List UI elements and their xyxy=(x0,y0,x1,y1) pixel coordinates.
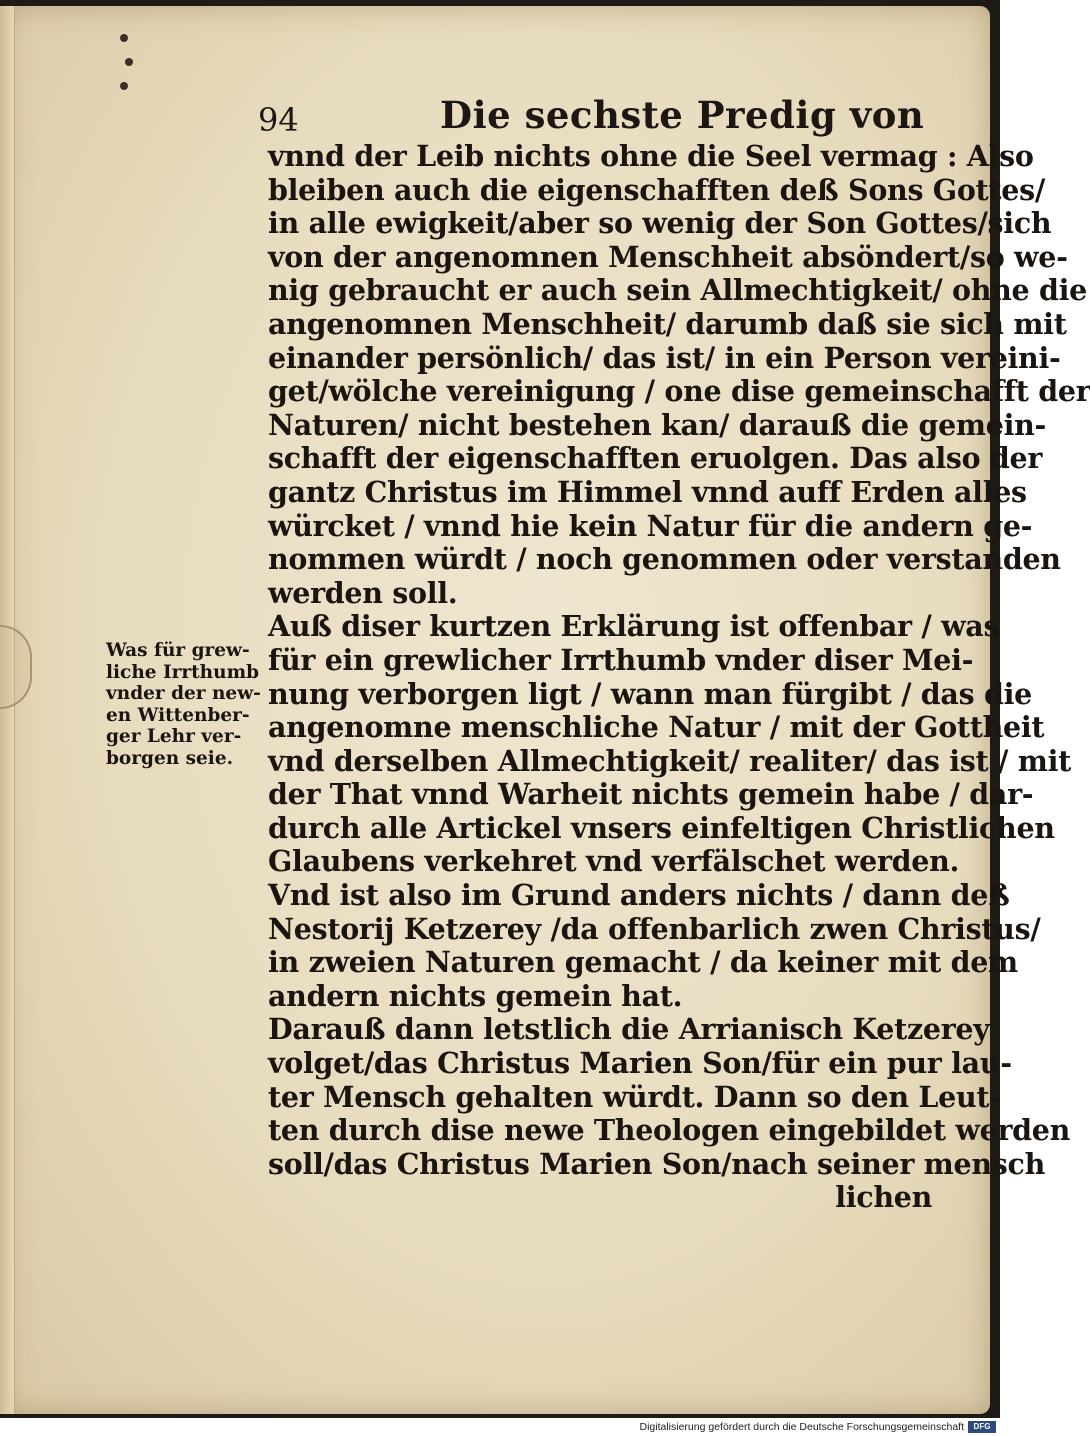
body-line: andern nichts gemein hat. xyxy=(268,978,683,1013)
body-line: angenomne menschliche Natur / mit der Gottheit xyxy=(268,710,1045,745)
body-line: Nestorij Ketzerey /da offenbarlich zwen Christus/ xyxy=(268,911,1041,946)
ink-dot xyxy=(120,82,128,90)
body-line: Naturen/ nicht bestehen kan/ darauß die gemein- xyxy=(268,407,1047,442)
body-line: nung verborgen ligt / wann man fürgibt / das die xyxy=(268,676,1032,711)
ink-dot xyxy=(125,58,133,66)
body-line: durch alle Artickel vnsers einfeltigen Christlichen xyxy=(268,810,1055,845)
body-line: würcket / vnnd hie kein Natur für die andern ge- xyxy=(268,508,1033,543)
body-line: für ein grewlicher Irrthumb vnder diser Mei- xyxy=(268,642,974,677)
margin-note-line: borgen seie. xyxy=(106,747,234,769)
body-line: Glaubens verkehret vnd verfälschet werden. xyxy=(268,844,960,879)
margin-note-line: vnder der new- xyxy=(106,683,261,705)
margin-note-line: en Wittenber- xyxy=(106,704,250,726)
body-line: lichen xyxy=(835,1180,932,1215)
body-line: soll/das Christus Marien Son/nach seiner mensch xyxy=(268,1146,1045,1181)
body-line: nommen würdt / noch genommen oder verstanden xyxy=(268,542,1061,577)
body-line: werden soll. xyxy=(268,575,458,610)
body-text xyxy=(268,139,1090,1215)
body-line: vnnd der Leib nichts ohne die Seel vermag : Also xyxy=(268,139,1034,173)
page-header xyxy=(0,93,1000,143)
footer-credit: Digitalisierung gefördert durch die Deutsche Forschungsgemeinschaft xyxy=(639,1421,964,1433)
page-number: 94 xyxy=(258,101,299,139)
body-line: Vnd ist also im Grund anders nichts / dann deß xyxy=(268,878,1010,913)
body-line: Darauß dann letstlich die Arrianisch Ketzerey xyxy=(268,1012,990,1047)
body-line: ter Mensch gehalten würdt. Dann so den Leut- xyxy=(268,1079,1001,1114)
margin-note-line: liche Irrthumb xyxy=(106,661,260,683)
body-line: vnd derselben Allmechtigkeit/ realiter/ das ist / mit xyxy=(268,743,1071,778)
body-line: einander persönlich/ das ist/ in ein Person vereini- xyxy=(268,340,1061,375)
page-edge xyxy=(0,6,15,1414)
running-head: Die sechste Predig von xyxy=(440,93,925,137)
body-line: in alle ewigkeit/aber so wenig der Son Gottes/sich xyxy=(268,206,1052,241)
ink-dot xyxy=(120,34,128,42)
body-line: angenomnen Menschheit/ darumb daß sie sich mit xyxy=(268,306,1067,341)
margin-note-line: ger Lehr ver- xyxy=(106,726,242,748)
footer xyxy=(0,1418,1000,1436)
body-line: nig gebraucht er auch sein Allmechtigkeit/ ohne die xyxy=(268,273,1087,308)
body-line: Auß diser kurtzen Erklärung ist offenbar / was xyxy=(268,609,1000,644)
margin-note-line: Was für grew- xyxy=(106,640,250,661)
body-line: schafft der eigenschafften eruolgen. Das also der xyxy=(268,441,1043,476)
body-line: ten durch dise newe Theologen eingebildet werden xyxy=(268,1113,1071,1148)
body-line: bleiben auch die eigenschafften deß Sons Gottes/ xyxy=(268,172,1045,207)
body-line: volget/das Christus Marien Son/für ein pur lau- xyxy=(268,1046,1012,1081)
body-line: get/wölche vereinigung / one dise gemeinschafft der xyxy=(268,374,1090,409)
body-line: der That vnnd Warheit nichts gemein habe / dar- xyxy=(268,777,1034,812)
body-line: in zweien Naturen gemacht / da keiner mit dem xyxy=(268,945,1018,980)
dfg-logo: DFG xyxy=(968,1421,996,1433)
margin-note xyxy=(106,640,266,770)
body-line: von der angenomnen Menschheit absöndert/so we- xyxy=(268,239,1068,274)
body-line: gantz Christus im Himmel vnnd auff Erden alles xyxy=(268,474,1027,509)
